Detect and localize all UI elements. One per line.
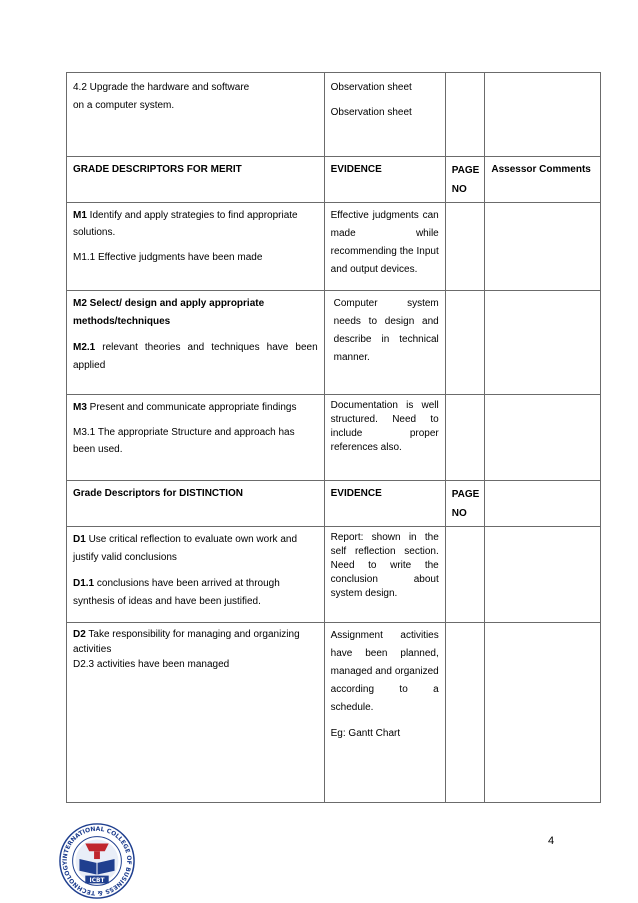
page-cell [445,527,485,623]
header-cell: Grade Descriptors for DISTINCTION [67,481,325,527]
criteria-desc: D2 Take responsibility for managing and organizing activities [73,629,300,655]
evidence-text: Assignment activities have been planned, managed and organized according to a schedule. [330,630,439,713]
evidence-cell [324,73,445,157]
criteria-row-d1 [67,527,601,623]
evidence-text: Observation sheet [330,82,412,93]
criteria-cell [67,395,325,481]
evidence-text: Observation sheet [330,107,412,118]
evidence-cell: Documentation is well structured. Need to include proper references also. [324,395,445,481]
criteria-desc: M2 Select/ design and apply appropriate methods/techniques [73,298,265,327]
page-cell [445,395,485,481]
task-cell [67,73,325,157]
header-cell: EVIDENCE [324,481,445,527]
assessment-table [66,72,601,803]
evidence-text: Eg: Gantt Chart [330,728,401,739]
page-cell [445,73,485,157]
criteria-sub: M2.1 relevant theories and techniques have been applied [73,342,318,371]
criteria-sub: M1.1 Effective judgments have been made [73,252,263,263]
task-row [67,73,601,157]
criteria-sub: M3.1 The appropriate Structure and approach has been used. [73,427,295,455]
evidence-cell [324,623,445,803]
header-no: NO [451,508,467,519]
page-number: 4 [548,835,555,847]
criteria-row-m1 [67,203,601,291]
comment-cell [485,623,601,803]
evidence-cell: Computer system needs to design and describe in technical manner. [324,291,445,395]
page-cell [445,291,485,395]
comment-cell [485,73,601,157]
header-no: NO [451,184,467,195]
header-cell: Assessor Comments [485,157,601,203]
header-cell [445,157,485,203]
comment-cell [485,291,601,395]
header-page: PAGE [451,489,480,500]
comment-cell [485,203,601,291]
page-cell [445,203,485,291]
criteria-sub: D2.3 activities have been managed [73,659,230,670]
criteria-cell [67,527,325,623]
header-cell: EVIDENCE [324,157,445,203]
criteria-cell [67,623,325,803]
task-line: on a computer system. [73,100,175,111]
header-cell: GRADE DESCRIPTORS FOR MERIT [67,157,325,203]
evidence-cell: Effective judgments can made while recommending the Input and output devices. [324,203,445,291]
task-line: 4.2 Upgrade the hardware and software [73,82,250,93]
logo-ring-text: INTERNATIONAL COLLEGE OF BUSINESS & TECHNOLOGY [61,825,133,897]
logo-monogram: ICBT [89,877,105,884]
header-page: PAGE [451,165,480,176]
criteria-cell [67,203,325,291]
criteria-row-m2 [67,291,601,395]
header-cell [445,481,485,527]
evidence-cell: Report: shown in the self reflection section. Need to write the conclusion about system design. [324,527,445,623]
criteria-row-d2 [67,623,601,803]
comment-cell [485,395,601,481]
college-logo [58,822,136,900]
criteria-sub: D1.1 conclusions have been arrived at through synthesis of ideas and have been justified. [73,578,280,607]
merit-header-row [67,157,601,203]
criteria-cell [67,291,325,395]
criteria-desc: M3 Present and communicate appropriate findings [73,402,297,413]
criteria-row-m3 [67,395,601,481]
header-cell [485,481,601,527]
page-cell [445,623,485,803]
distinction-header-row [67,481,601,527]
criteria-desc: M1 Identify and apply strategies to find appropriate solutions. [73,210,298,238]
comment-cell [485,527,601,623]
criteria-desc: D1 Use critical reflection to evaluate own work and justify valid conclusions [73,534,298,563]
